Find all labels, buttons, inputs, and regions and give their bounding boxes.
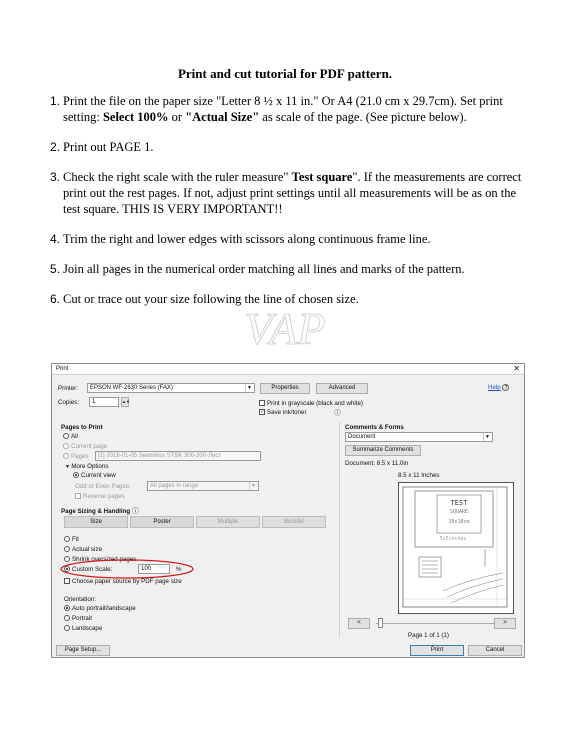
printer-select[interactable] <box>87 383 255 393</box>
page-slider-thumb[interactable] <box>378 618 383 628</box>
step-text <box>63 93 522 125</box>
step-text <box>63 139 522 155</box>
landscape-radio[interactable] <box>64 625 102 632</box>
all-radio-circle <box>63 433 69 439</box>
sizing-title-label: Page Sizing & Handling <box>61 508 131 515</box>
step-number: 6. <box>50 292 61 306</box>
column-divider <box>339 422 340 637</box>
orientation-title: Orientation: <box>64 596 96 603</box>
step-item <box>50 231 522 247</box>
step-item <box>50 139 522 155</box>
current-view-radio[interactable] <box>73 472 116 479</box>
document-title: Print and cut tutorial for PDF pattern. <box>177 66 393 81</box>
pages-radio[interactable] <box>63 453 89 460</box>
step-number: 2. <box>50 140 61 154</box>
step-text-bold: Select 100% <box>102 110 169 124</box>
tab-multiple[interactable]: Multiple <box>196 516 260 528</box>
watermark-logo <box>215 302 355 358</box>
comments-select[interactable] <box>345 432 493 442</box>
help-link[interactable] <box>488 384 509 391</box>
actual-size-label: Actual size <box>72 546 102 553</box>
custom-scale-label: Custom Scale: <box>72 566 113 573</box>
step-text-segment: Join all pages in the numerical order matching all lines and marks of the pattern. <box>63 262 465 276</box>
percent-label: % <box>176 566 182 573</box>
pages-radio-circle <box>63 453 69 459</box>
pages-to-print-title: Pages to Print <box>61 424 103 431</box>
step-text-bold: "Actual Size" <box>185 110 260 124</box>
all-label: All <box>71 433 78 440</box>
fit-label: Fit <box>72 536 79 543</box>
current-view-label: Current view <box>81 472 116 479</box>
shrink-label: Shrink oversized pages <box>72 556 137 563</box>
current-page-label: Current page <box>71 443 108 450</box>
preview-square-text: SQUARE <box>449 509 469 515</box>
odd-even-select[interactable] <box>147 481 259 491</box>
save-ink-checkbox[interactable] <box>259 409 307 416</box>
fit-radio-circle <box>64 536 70 542</box>
grayscale-check-box <box>259 400 265 406</box>
step-text-bold: Test square <box>291 170 353 184</box>
step-number: 1. <box>50 94 61 108</box>
tab-poster[interactable]: Poster <box>130 516 194 528</box>
portrait-radio-circle <box>64 615 70 621</box>
pages-label: Pages <box>71 453 89 460</box>
step-text-segment: Check the right scale with the ruler measure" <box>63 170 292 184</box>
step-number: 5. <box>50 262 61 276</box>
comments-title: Comments & Forms <box>345 424 404 431</box>
auto-orientation-label: Auto portrait/landscape <box>72 605 136 612</box>
paper-source-checkbox[interactable] <box>64 578 182 585</box>
reverse-pages-check-box <box>75 493 81 499</box>
copies-stepper[interactable]: ▲▼ <box>121 397 129 407</box>
landscape-radio-circle <box>64 625 70 631</box>
current-page-radio[interactable] <box>63 443 107 450</box>
help-icon: ? <box>502 384 509 391</box>
preview-test-text: TEST <box>450 499 468 507</box>
triangle-down-icon: ▼ <box>65 464 72 470</box>
print-button[interactable]: Print <box>410 645 464 656</box>
grayscale-checkbox[interactable] <box>259 400 363 407</box>
sizing-tabs <box>64 516 326 528</box>
reverse-pages-label: Reverse pages <box>83 493 125 500</box>
step-text <box>63 231 522 247</box>
step-number: 3. <box>50 170 61 184</box>
step-item <box>50 93 522 125</box>
grayscale-label: Print in grayscale (black and white) <box>267 400 363 407</box>
more-options-label: More Options <box>71 463 109 470</box>
dialog-title: Print <box>56 366 69 372</box>
pages-range-input[interactable] <box>95 451 261 461</box>
custom-scale-value: 100 <box>141 566 152 572</box>
copies-input[interactable] <box>89 397 119 407</box>
paper-source-label: Choose paper source by PDF page size <box>72 578 182 585</box>
summarize-comments-button[interactable]: Summarize Comments <box>345 445 421 456</box>
preview-measure-1: 10x10cm <box>448 519 470 525</box>
pages-range-value: [1] 2018-01-05 Seamless STSK 300-200-Лист <box>98 453 222 459</box>
step-text <box>63 169 522 217</box>
portrait-label: Portrait <box>72 615 92 622</box>
comments-value: Document <box>348 434 376 440</box>
actual-size-radio-circle <box>64 546 70 552</box>
save-ink-check-box: ✓ <box>260 409 265 416</box>
odd-even-value: All pages in range <box>150 483 199 489</box>
auto-orientation-radio[interactable] <box>64 605 136 612</box>
portrait-radio[interactable] <box>64 615 92 622</box>
sizing-title <box>61 506 139 516</box>
page-counter: Page 1 of 1 (1) <box>408 632 449 639</box>
page-size: 8.5 x 11 Inches <box>398 472 440 479</box>
actual-size-radio[interactable] <box>64 546 102 553</box>
next-page-button[interactable]: > <box>494 618 516 629</box>
step-text-segment: as scale of the page. (See picture below). <box>259 110 467 124</box>
cancel-button[interactable]: Cancel <box>468 645 522 656</box>
tab-size[interactable]: Size <box>64 516 128 528</box>
document-size: Document: 8.5 x 11.0in <box>345 460 409 467</box>
reverse-pages-checkbox[interactable] <box>75 493 125 500</box>
print-preview <box>398 482 514 614</box>
info-icon[interactable]: ⓘ <box>334 410 341 417</box>
copies-label: Copies: <box>58 399 79 406</box>
prev-page-button[interactable]: < <box>348 618 370 629</box>
chevron-down-icon: ▼ <box>245 384 253 392</box>
current-view-radio-circle <box>73 472 79 478</box>
step-text-segment: Cut or trace out your size following the line of chosen size. <box>63 292 359 306</box>
properties-button[interactable]: Properties <box>260 383 310 394</box>
step-item <box>50 261 522 277</box>
step-text-segment: Trim the right and lower edges with scissors along continuous frame line. <box>63 232 431 246</box>
printer-label: Printer: <box>58 385 78 392</box>
printer-select-value: EPSON WF-2630 Series (FAX) <box>90 385 174 391</box>
step-text-segment: or <box>168 110 186 124</box>
auto-orientation-radio-circle <box>64 605 70 611</box>
close-icon[interactable]: ✕ <box>513 364 520 373</box>
step-text-segment: ". If the measurements are correct print out the rest pages. If not, adjust print settings until all measurements will be as on the test square. THIS IS VERY IMPORTANT!! <box>63 170 522 216</box>
save-ink-label: Save ink/toner <box>267 409 307 416</box>
info-icon[interactable]: ⓘ <box>131 508 139 515</box>
current-page-radio-circle <box>63 443 69 449</box>
preview-measure-2: 5x5inches <box>439 536 467 542</box>
odd-even-label: Odd or Even Pages: <box>75 483 131 490</box>
tab-booklet[interactable]: Booklet <box>262 516 326 528</box>
pages-to-print-group <box>61 424 333 502</box>
page-setup-button[interactable]: Page Setup... <box>56 645 110 656</box>
step-item <box>50 169 522 217</box>
step-text-segment: Print out PAGE 1. <box>63 140 154 154</box>
all-radio[interactable] <box>63 433 78 440</box>
step-text <box>63 261 522 277</box>
step-text-segment: Print the file on the paper size "Letter 8 ½ x 11 in." Or A4 (21.0 cm x 29.7cm). Set print setting: <box>63 94 503 124</box>
fit-radio[interactable] <box>64 536 79 543</box>
chevron-down-icon: ▼ <box>249 482 257 490</box>
help-link-label: Help <box>488 384 501 391</box>
advanced-button[interactable]: Advanced <box>316 383 368 394</box>
step-number: 4. <box>50 232 61 246</box>
steps-list <box>50 93 522 321</box>
highlight-ellipse <box>61 560 193 578</box>
copies-value: 1 <box>92 399 96 405</box>
print-dialog <box>51 363 525 658</box>
page-slider-track[interactable] <box>376 623 498 624</box>
preview-page-svg <box>399 483 515 615</box>
watermark-text: VAP <box>244 303 326 354</box>
more-options-toggle[interactable] <box>65 463 108 470</box>
preview-navigation <box>348 618 516 629</box>
paper-source-check-box <box>64 578 70 584</box>
dialog-titlebar <box>52 364 524 375</box>
landscape-label: Landscape <box>72 625 103 632</box>
chevron-down-icon: ▼ <box>483 433 491 441</box>
